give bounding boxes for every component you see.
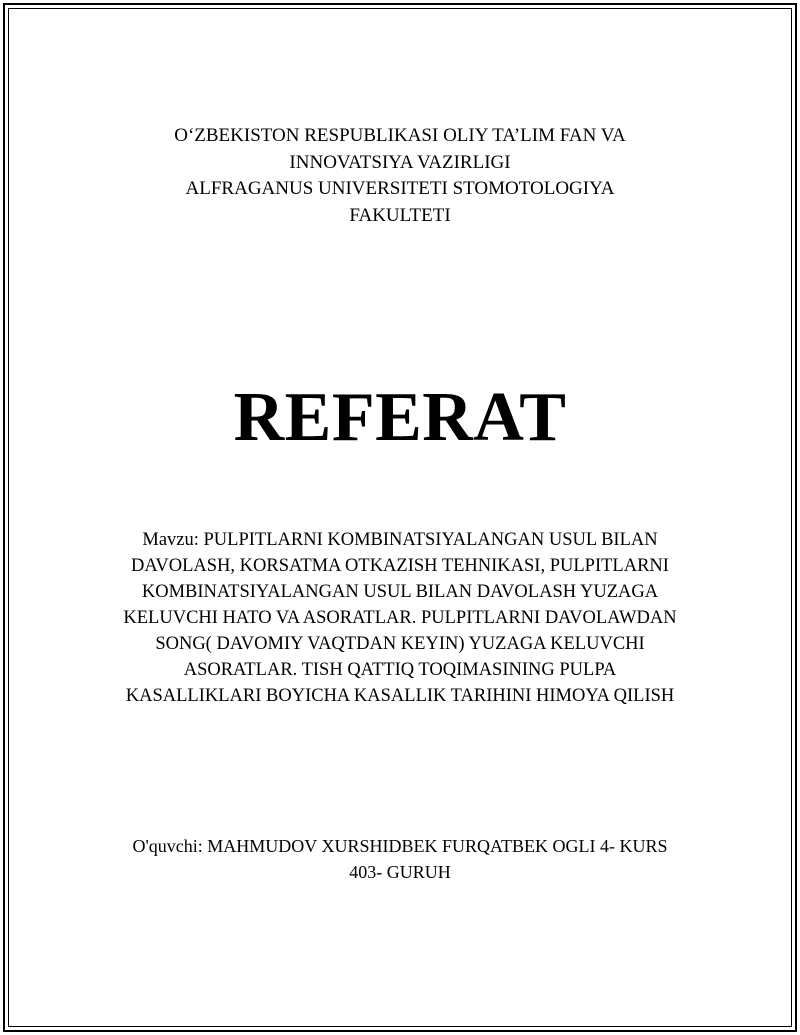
topic-paragraph [0, 527, 800, 709]
header-line: INNOVATSIYA VAZIRLIGI [289, 151, 511, 173]
header-line: O‘ZBEKISTON RESPUBLIKASI OLIY TA’LIM FAN VA [174, 125, 626, 146]
student-line: O'quvchi: MAHMUDOV XURSHIDBEK FURQATBEK OGLI 4- KURS [132, 836, 668, 856]
topic-line: KASALLIKLARI BOYICHA KASALLIK TARIHINI HIMOYA QILISH [125, 686, 675, 706]
topic-line: DAVOLASH, KORSATMA OTKAZISH TEHNIKASI, PULPITLARNI [131, 556, 669, 576]
topic-line: SONG( DAVOMIY VAQTDAN KEYIN) YUZAGA KELUVCHI [155, 634, 645, 654]
topic-line: Mavzu: PULPITLARNI KOMBINATSIYALANGAN USUL BILAN [142, 530, 658, 550]
topic-line: KOMBINATSIYALANGAN USUL BILAN DAVOLASH YUZAGA [141, 582, 659, 602]
topic-line: ASORATLAR. TISH QATTIQ TOQIMASINING PULPA [183, 660, 617, 680]
ministry-header [0, 123, 800, 229]
header-line: ALFRAGANUS UNIVERSITETI STOMOTOLOGIYA [185, 178, 615, 199]
student-info [0, 833, 800, 885]
document-title: REFERAT [233, 379, 567, 456]
topic-line: KELUVCHI HATO VA ASORATLAR. PULPITLARNI DAVOLAWDAN [123, 608, 677, 628]
header-line: FAKULTETI [349, 204, 451, 226]
student-line: 403- GURUH [349, 862, 451, 882]
